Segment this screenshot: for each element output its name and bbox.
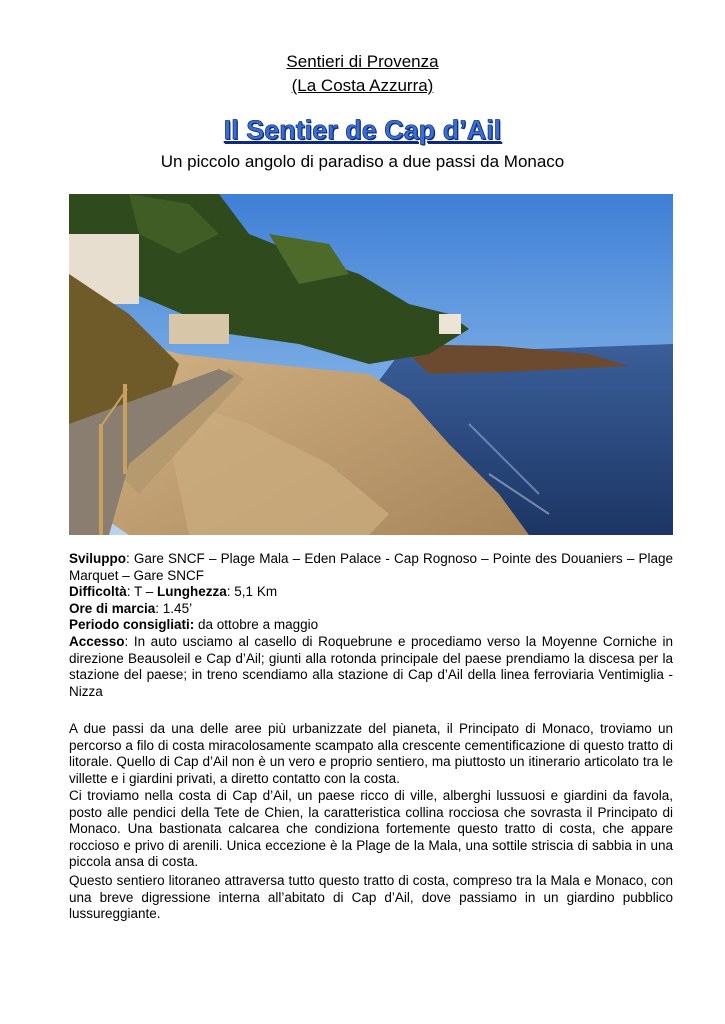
- detail-sviluppo: [69, 551, 673, 584]
- periodo-value: da ottobre a maggio: [194, 617, 319, 633]
- sviluppo-label: Sviluppo: [69, 551, 126, 566]
- body-paragraph-3: Questo sentiero litoraneo attraversa tutto questo tratto di costa, compreso tra la Mala e Monaco, con una breve digressione interna all’abitato di Cap d’Ail, dove passiamo in un giardino pubblico lussureggiante.: [69, 873, 673, 922]
- region-title: (La Costa Azzurra): [291, 76, 434, 95]
- route-details: [69, 551, 673, 700]
- series-title: Sentieri di Provenza: [286, 52, 439, 71]
- accesso-value: : In auto usciamo al casello di Roquebrune e procediamo verso la Moyenne Corniche in direzione Beausoleil e Cap d’Ail; giunti alla rotonda principale del paese prendiamo la discesa per la stazione del paese; in treno scendiamo alla stazione di Cap d’Ail della linea ferroviaria Ventimiglia - Nizza: [69, 633, 673, 699]
- periodo-label: Periodo consigliati:: [69, 617, 195, 633]
- subtitle: Un piccolo angolo di paradiso a due passi da Monaco: [160, 152, 565, 171]
- difficolta-value: : T –: [126, 584, 158, 600]
- coastal-path-photo: [69, 194, 673, 535]
- lunghezza-label: Lunghezza: [157, 584, 227, 600]
- body-paragraph-2: Ci troviamo nella costa di Cap d’Ail, un paese ricco di ville, alberghi lussuosi e giardini da favola, posto alle pendici della Tete de Chien, la caratteristica collina rocciosa che sovrasta il Principato di Monaco. Una bastionata calcarea che condiziona fortemente questo tratto di costa, che appare roccioso e privo di arenili. Unica eccezione è la Plage de la Mala, una sottile striscia di sabbia in una piccola ansa di costa.: [69, 788, 673, 870]
- detail-accesso: [69, 634, 673, 700]
- main-title: Il Sentier de Cap d’Ail: [223, 115, 502, 145]
- difficolta-label: Difficoltà: [69, 584, 127, 600]
- ore-value: : 1.45’: [155, 600, 193, 616]
- lunghezza-value: : 5,1 Km: [226, 584, 278, 600]
- detail-periodo: [69, 617, 673, 634]
- ore-label: Ore di marcia: [69, 600, 156, 616]
- detail-ore: [69, 601, 673, 618]
- accesso-label: Accesso: [69, 633, 125, 649]
- sviluppo-value: : Gare SNCF – Plage Mala – Eden Palace - Cap Rognoso – Pointe des Douaniers – Plage Marquet – Gare SNCF: [69, 551, 673, 583]
- body-paragraph-1: A due passi da una delle aree più urbanizzate del pianeta, il Principato di Monaco, troviamo un percorso a filo di costa miracolosamente scampato alla crescente cementificazione di questo tratto di litorale. Quello di Cap d’Ail non è un vero e proprio sentiero, ma piuttosto un itinerario articolato tra le villette e i giardini privati, a diretto contatto con la costa.: [69, 721, 673, 786]
- detail-difficolta: [69, 584, 673, 601]
